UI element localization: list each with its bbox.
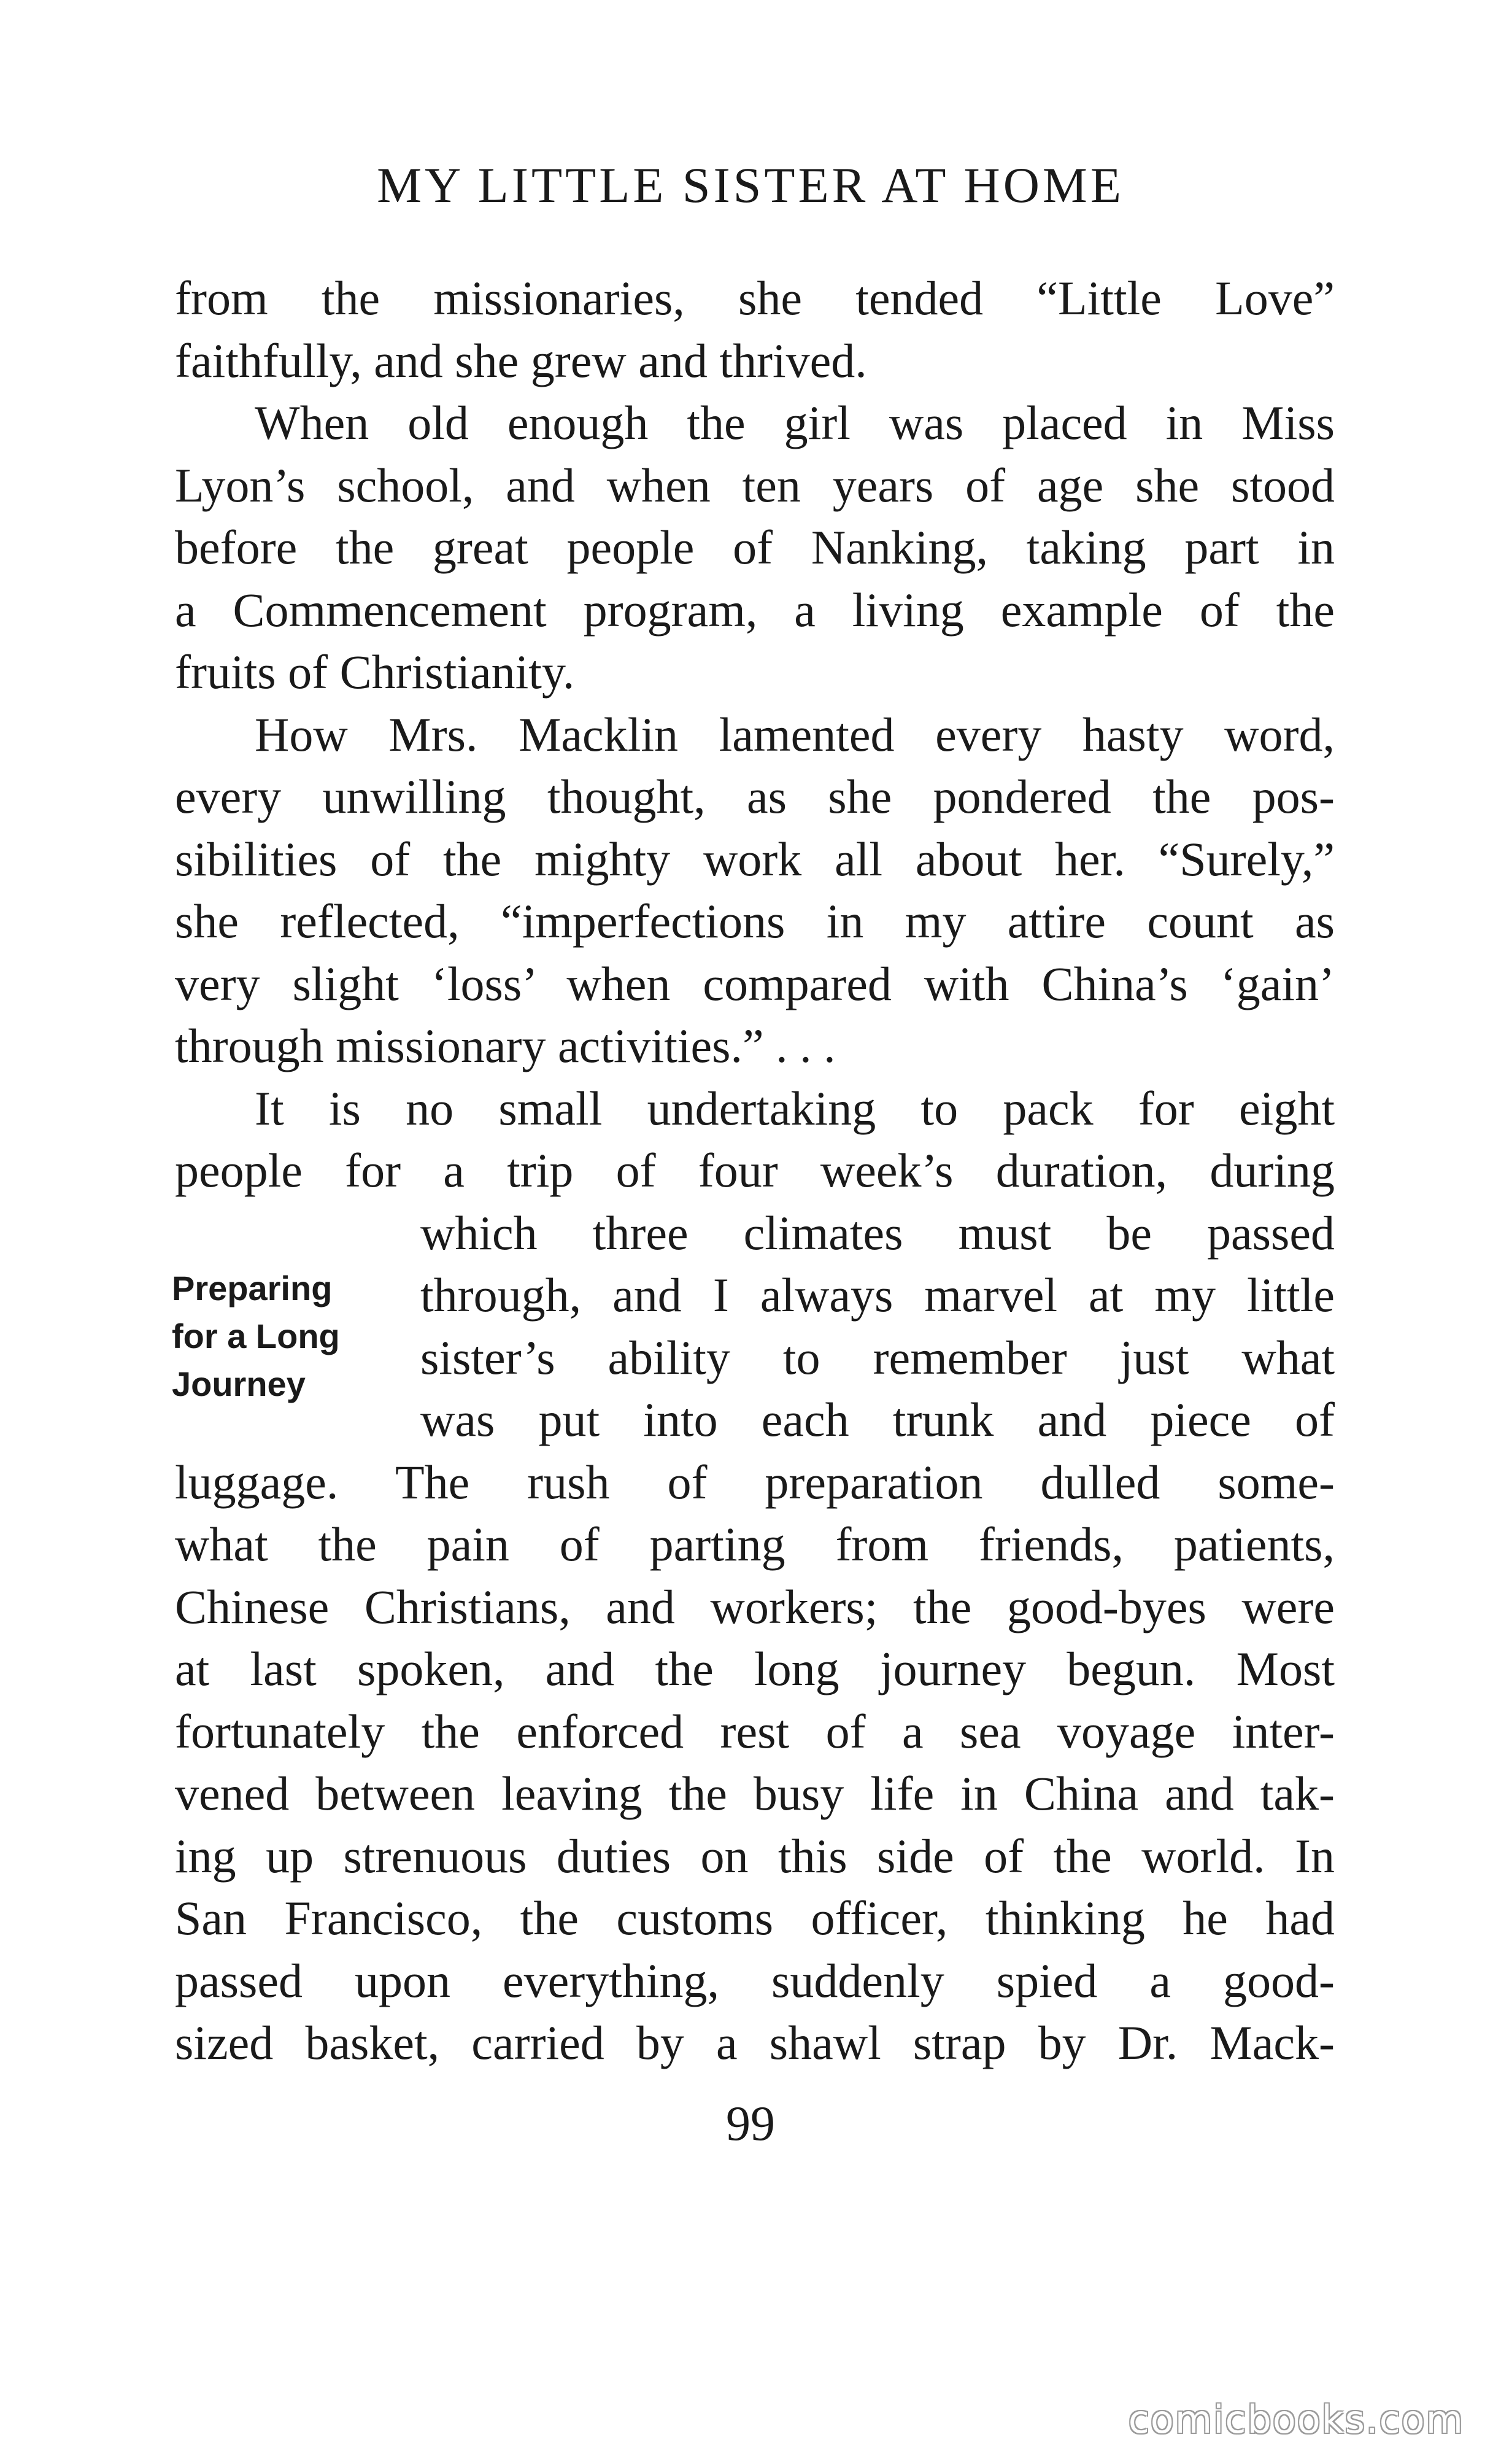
text-line: ing up strenuous duties on this side of the world. In [175,1829,1335,1883]
text-line: sibilities of the mighty work all about her. “Surely,” [175,832,1335,886]
text-line: vened between leaving the busy life in China and tak- [175,1767,1335,1820]
margin-note [172,1265,340,1408]
text-line: people for a trip of four week’s duration, during [175,1144,1335,1197]
running-head: MY LITTLE SISTER AT HOME [377,157,1124,213]
text-line: every unwilling thought, as she pondered the pos- [175,770,1335,823]
text-line: faithfully, and she grew and thrived. [175,333,867,387]
text-line: sized basket, carried by a shawl strap by Dr. Mack- [175,2016,1335,2069]
text-line: what the pain of parting from friends, patients, [175,1517,1335,1571]
text-line: was put into each trunk and piece of [420,1393,1335,1446]
watermark: comicbooks.com [1128,2397,1464,2442]
text-line: fortunately the enforced rest of a sea voyage inter- [175,1704,1335,1758]
text-line: before the great people of Nanking, taking part in [175,521,1335,574]
margin-note-line: Journey [172,1365,306,1403]
text-line: San Francisco, the customs officer, thinking he had [175,1891,1335,1945]
inset-text [175,1202,1335,1451]
text-line: at last spoken, and the long journey begun. Most [175,1642,1335,1695]
text-line: luggage. The rush of preparation dulled some- [175,1455,1335,1509]
text-line: How Mrs. Macklin lamented every hasty word, [255,707,1335,761]
text-line: When old enough the girl was placed in Miss [255,396,1335,449]
text-line: through missionary activities.” . . . [175,1019,836,1072]
text-line: she reflected, “imperfections in my attire count as [175,894,1335,948]
text-line: It is no small undertaking to pack for eight [255,1081,1335,1135]
text-line: Chinese Christians, and workers; the good-byes were [175,1579,1335,1633]
margin-note-line: for a Long [172,1317,340,1355]
text-line: a Commencement program, a living example of the [175,583,1335,637]
text-line: passed upon everything, suddenly spied a good- [175,1953,1335,2007]
body-text [175,267,1335,2074]
text-line: sister’s ability to remember just what [420,1330,1335,1384]
text-line: from the missionaries, she tended “Little Love” [175,271,1335,325]
page-number: 99 [726,2097,775,2151]
text-line: through, and I always marvel at my little [420,1268,1335,1322]
text-line: which three climates must be passed [420,1206,1335,1260]
margin-note-line: Preparing [172,1269,333,1308]
text-line: fruits of Christianity. [175,645,575,699]
text-line: Lyon’s school, and when ten years of age she stood [175,458,1335,512]
text-line: very slight ‘loss’ when compared with China’s ‘gain’ [175,956,1335,1010]
